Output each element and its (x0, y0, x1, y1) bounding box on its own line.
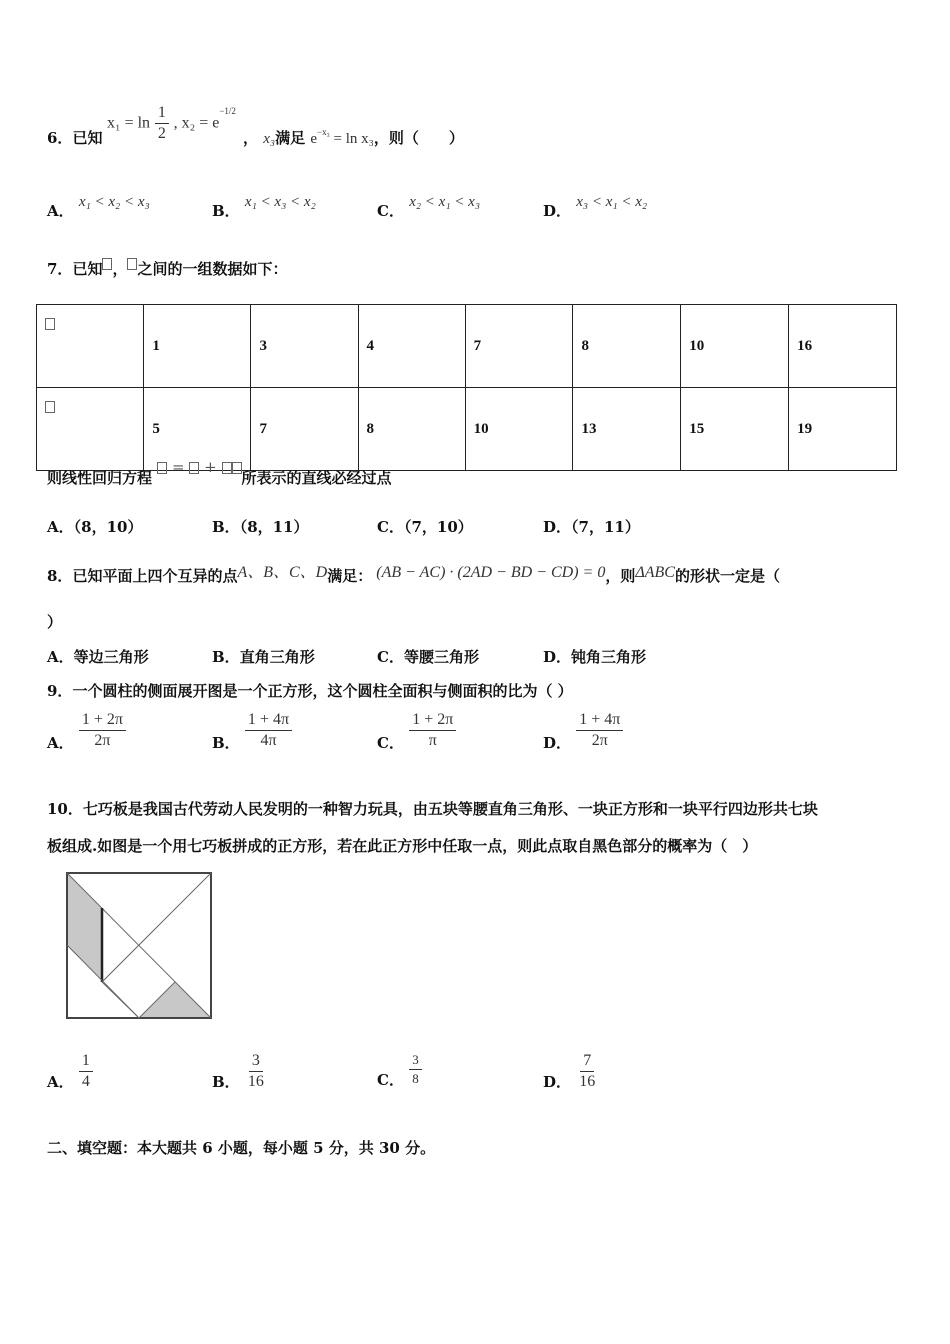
regression-equation (157, 458, 241, 476)
q6-number: 6． (47, 129, 73, 147)
q7-option-a-text: （8，10） (73, 518, 143, 536)
q6-x3: x₃ (263, 131, 276, 147)
q6-expr-x2: , x₂ = e (173, 114, 220, 132)
q7-text-4: 所表示的直线必经过点 (241, 469, 392, 487)
table-cell: 4 (358, 305, 465, 388)
frac-num: 1 + 4π (576, 711, 623, 731)
q6-option-c-label: C． (377, 202, 404, 220)
q8-triangle: ΔABC (635, 564, 675, 581)
q10-stem-line-2: 板组成.如图是一个用七巧板拼成的正方形，若在此正方形中任取一点，则此点取自黑色部分的概率为（ ） (47, 837, 758, 855)
q6-expr-x1 (107, 104, 236, 143)
q8-stem-end: ） (47, 613, 63, 631)
frac-num: 1 + 4π (245, 711, 292, 731)
q8-option-c-text: 等腰三角形 (403, 648, 479, 666)
q6-option-d[interactable] (543, 194, 648, 221)
q6-option-b[interactable] (212, 194, 316, 221)
q7-option-b[interactable] (212, 516, 309, 537)
q6-stem-2 (243, 127, 464, 148)
q6-option-a-expr: x₁ < x₂ < x₃ (78, 194, 150, 210)
tangram-antidiagonal (102, 873, 211, 982)
q7-stem (47, 258, 287, 279)
table-header-y (37, 388, 144, 471)
q7-option-d-text: （7，11） (571, 518, 640, 536)
q6-option-d-label: D． (543, 202, 572, 220)
q10-number: 10． (47, 800, 83, 818)
frac-den: π (428, 732, 437, 749)
q6-expr-x2-exp: −1/2 (219, 105, 236, 116)
q8-option-d[interactable] (543, 646, 646, 667)
table-cell: 19 (789, 388, 897, 471)
tangram-shaded-parallelogram (67, 873, 102, 980)
q9-option-b-fraction (245, 711, 292, 750)
frac-den: 2π (591, 732, 608, 749)
frac-den: 16 (579, 1073, 596, 1090)
q7-number: 7． (47, 260, 73, 278)
q9-option-c-fraction (409, 711, 456, 750)
q7-sep: ， (112, 260, 128, 278)
q6-option-c-expr: x₂ < x₁ < x₃ (409, 194, 481, 210)
table-cell: 16 (789, 305, 897, 388)
q9-option-d-fraction (576, 711, 623, 750)
q9-text: 一个圆柱的侧面展开图是一个正方形，这个圆柱全面积与侧面积的比为（ ） (72, 682, 573, 700)
table-cell: 3 (251, 305, 358, 388)
frac-num: 1 (79, 1052, 93, 1072)
q6-text-2: 满足 (275, 129, 306, 147)
table-header-x (37, 305, 144, 388)
q8-option-d-text: 钝角三角形 (571, 648, 647, 666)
q7-option-b-text: （8，11） (239, 518, 309, 536)
q9-option-a-label: A． (47, 734, 74, 752)
q10-option-c[interactable] (377, 1052, 422, 1087)
q6-half-num: 1 (155, 104, 169, 124)
q7-stem-2 (47, 458, 392, 488)
q7-option-a-label: A． (47, 518, 74, 536)
table-cell: 10 (465, 388, 573, 471)
q10-option-b-fraction (245, 1052, 267, 1091)
q9-option-b[interactable] (212, 711, 292, 750)
q10-option-d[interactable] (543, 1052, 598, 1091)
q8-number: 8． (47, 567, 73, 585)
q8-text-2: 满足： (327, 567, 373, 585)
q6-sep: ， (243, 129, 259, 147)
q10-option-b-label: B． (212, 1073, 240, 1091)
q9-number: 9． (47, 682, 73, 700)
table-cell: 1 (144, 305, 251, 388)
q6-option-d-expr: x₃ < x₁ < x₂ (576, 194, 648, 210)
table-cell: 15 (681, 388, 789, 471)
plus-sign: + (204, 458, 217, 476)
y-symbol-placeholder (45, 401, 55, 413)
q8-option-b[interactable] (212, 646, 315, 667)
q7-option-c-text: （7，10） (403, 518, 473, 536)
q6-text-1: 已知 (72, 129, 103, 147)
q7-option-c-label: C． (377, 518, 404, 536)
q6-half-den: 2 (157, 125, 166, 142)
q8-points: A、B、C、D (237, 564, 328, 581)
q8-option-c-label: C． (377, 648, 404, 666)
section-2-heading: 二、填空题：本大题共 6 小题，每小题 5 分，共 30 分。 (47, 1139, 436, 1157)
a-hat-placeholder (189, 462, 199, 474)
q9-option-d[interactable] (543, 711, 623, 750)
q9-option-c-label: C． (377, 734, 404, 752)
q10-option-a[interactable] (47, 1052, 93, 1091)
q8-option-a-text: 等边三角形 (73, 648, 149, 666)
q10-option-a-fraction (79, 1052, 93, 1091)
q8-stem (47, 563, 780, 586)
table-cell: 8 (573, 305, 681, 388)
q6-expr3-exp: −x₃ (317, 127, 330, 137)
q8-option-a[interactable] (47, 646, 149, 667)
table-cell: 10 (681, 305, 789, 388)
q7-text-3: 则线性回归方程 (47, 469, 153, 487)
q6-option-b-label: B． (212, 202, 240, 220)
q6-expr3b: = ln x₃ (329, 131, 374, 147)
q7-option-a[interactable] (47, 516, 142, 537)
tangram-inner-edge (102, 982, 139, 1018)
q8-option-c[interactable] (377, 646, 479, 667)
frac-den: 16 (247, 1073, 264, 1090)
q6-option-a[interactable] (47, 194, 150, 221)
q7-var-x-placeholder (102, 258, 112, 270)
q8-text-4: 的形状一定是（ (674, 567, 780, 585)
q10-option-d-label: D． (543, 1073, 572, 1091)
q7-text-2: 之间的一组数据如下： (137, 260, 288, 278)
q8-text-1: 已知平面上四个互异的点 (72, 567, 238, 585)
q10-option-b[interactable] (212, 1052, 267, 1091)
q7-option-c[interactable] (377, 516, 473, 537)
q10-option-a-label: A． (47, 1073, 74, 1091)
eq-sign: = (172, 458, 185, 476)
q10-line-1: 七巧板是我国古代劳动人民发明的一种智力玩具，由五块等腰直角三角形、一块正方形和一块平行四边形共七块 (82, 800, 818, 818)
q6-option-b-expr: x₁ < x₃ < x₂ (244, 194, 316, 210)
frac-num: 3 (409, 1052, 422, 1070)
q9-option-c[interactable] (377, 711, 456, 750)
q7-option-d[interactable] (543, 516, 640, 537)
frac-num: 1 + 2π (79, 711, 126, 731)
q10-option-c-label: C． (377, 1071, 404, 1089)
q7-option-b-label: B． (212, 518, 240, 536)
x-symbol-placeholder (45, 318, 55, 330)
q8-option-a-label: A． (47, 648, 74, 666)
y-hat-placeholder (157, 462, 167, 474)
q6-half-fraction (155, 104, 169, 143)
q8-text-3: ，则 (605, 567, 636, 585)
table-cell: 13 (573, 388, 681, 471)
table-row (37, 305, 897, 388)
frac-den: 4 (81, 1073, 90, 1090)
q8-option-b-text: 直角三角形 (239, 648, 315, 666)
table-cell: 7 (465, 305, 573, 388)
q7-var-y-placeholder (127, 258, 137, 270)
frac-num: 3 (249, 1052, 263, 1072)
x-var-placeholder (232, 462, 242, 474)
q7-option-d-label: D． (543, 518, 572, 536)
q10-option-c-fraction (409, 1052, 422, 1087)
b-hat-placeholder (222, 462, 232, 474)
frac-num: 7 (580, 1052, 594, 1072)
table-cell: 7 (251, 388, 358, 471)
table-cell: 5 (144, 388, 251, 471)
frac-den: 2π (94, 732, 111, 749)
q6-expr3: e (310, 131, 318, 147)
q8-vector-expr: (AB − AC) · (2AD − BD − CD) = 0 (376, 564, 606, 581)
tangram-figure (64, 870, 215, 1022)
q6-stem (47, 118, 102, 158)
q6-option-a-label: A． (47, 202, 74, 220)
q9-option-d-label: D． (543, 734, 572, 752)
table-cell: 8 (358, 388, 465, 471)
q9-option-a-fraction (79, 711, 126, 750)
frac-num: 1 + 2π (409, 711, 456, 731)
q9-option-b-label: B． (212, 734, 240, 752)
frac-den: 4π (260, 732, 277, 749)
q10-option-d-fraction (576, 1052, 598, 1091)
q6-text-3: ，则（ ） (373, 129, 464, 147)
q6-option-c[interactable] (377, 194, 481, 221)
q9-stem (47, 680, 573, 701)
q7-data-table (36, 304, 897, 471)
frac-den: 8 (412, 1071, 419, 1086)
q9-option-a[interactable] (47, 711, 126, 750)
q6-expr-x1-label: x₁ = ln (107, 114, 151, 132)
q10-stem-line-1 (47, 798, 818, 819)
q8-option-b-label: B． (212, 648, 240, 666)
q7-text-1: 已知 (72, 260, 103, 278)
tangram-shaded-triangle (139, 982, 211, 1018)
q8-option-d-label: D． (543, 648, 572, 666)
